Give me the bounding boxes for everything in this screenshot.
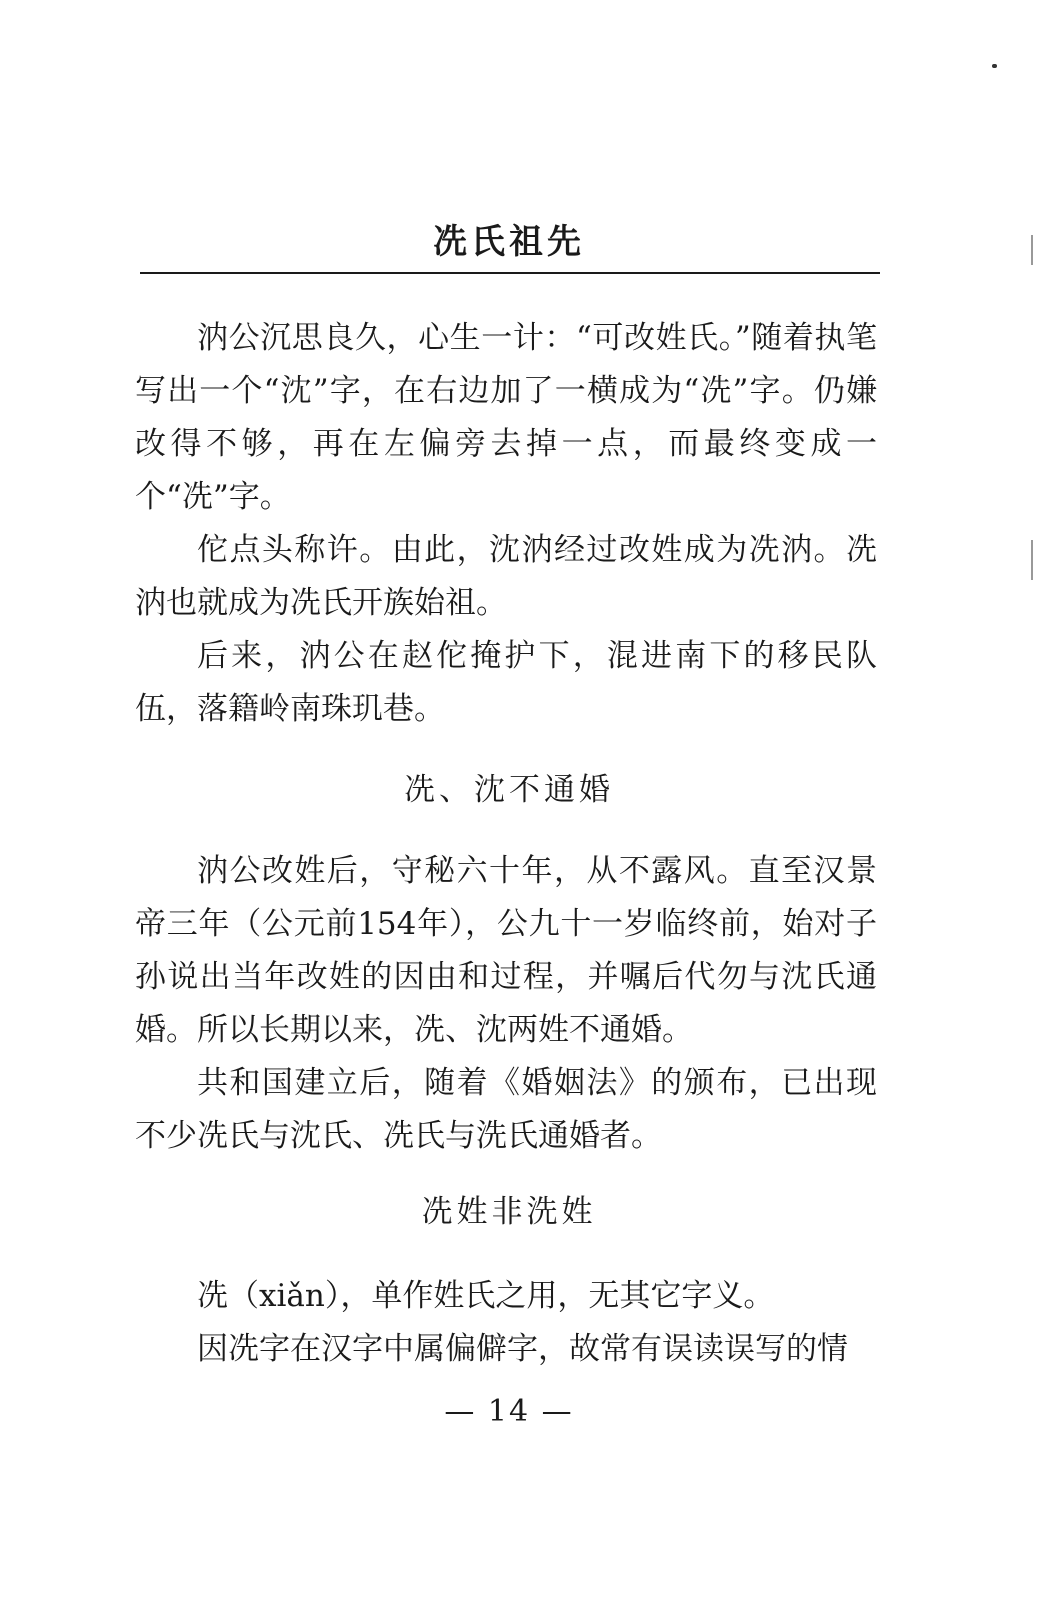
scan-edge-mark	[1031, 540, 1033, 580]
paragraph: 汭公沉思良久，心生一计：“可改姓氏。”随着执笔写出一个“沈”字，在右边加了一横成为“冼”字。仍嫌改得不够，再在左偏旁去掉一点，而最终变成一个“冼”字。	[135, 320, 877, 515]
paragraph: 佗点头称许。由此，沈汭经过改姓成为冼汭。冼汭也就成为冼氏开族始祖。	[135, 532, 877, 621]
paragraph: 因冼字在汉字中属偏僻字，故常有误读误写的情	[197, 1331, 848, 1367]
running-head: 冼氏祖先	[433, 222, 585, 262]
text-block-2	[135, 845, 877, 1163]
paragraph: 汭公改姓后，守秘六十年，从不露风。直至汉景帝三年（公元前154年），公九十一岁临终前，始对子孙说出当年改姓的因由和过程，并嘱后代勿与沈氏通婚。所以长期以来，冼、沈两姓不通婚。	[135, 853, 877, 1048]
section-heading: 冼姓非洗姓	[421, 1194, 597, 1230]
header-rule	[140, 272, 880, 274]
paragraph: 共和国建立后，随着《婚姻法》的颁布，已出现不少冼氏与沈氏、冼氏与洗氏通婚者。	[135, 1065, 877, 1154]
section-heading: 冼、沈不通婚	[404, 772, 614, 808]
text-block-3	[135, 1270, 877, 1376]
scan-edge-mark	[1031, 235, 1033, 265]
page-number: — 14 —	[444, 1394, 574, 1429]
scan-speck	[992, 64, 997, 68]
paragraph: 后来，汭公在赵佗掩护下，混进南下的移民队伍，落籍岭南珠玑巷。	[135, 638, 877, 727]
paragraph: 冼（xiǎn），单作姓氏之用，无其它字义。	[197, 1278, 775, 1314]
text-block-1	[135, 312, 877, 736]
